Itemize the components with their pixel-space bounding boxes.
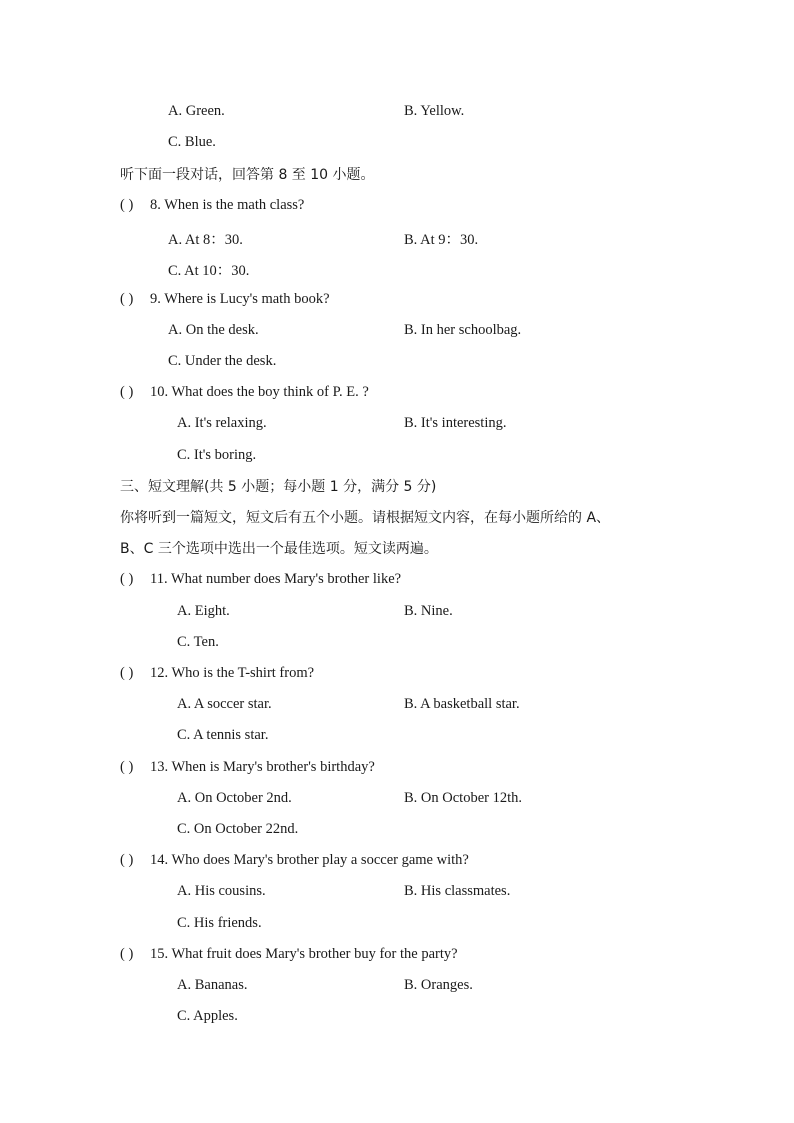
q9-option-c: C. Under the desk. xyxy=(168,353,277,369)
q8-option-b: B. At 9：30. xyxy=(404,232,479,248)
q15-option-a: A. Bananas. xyxy=(177,977,248,993)
q13-option-b: B. On October 12th. xyxy=(404,790,522,806)
q13-option-a: A. On October 2nd. xyxy=(177,790,292,806)
q9-option-b: B. In her schoolbag. xyxy=(404,322,522,338)
q13-option-c: C. On October 22nd. xyxy=(177,821,299,837)
question-11: 11. What number does Mary's brother like? xyxy=(150,571,402,587)
answer-blank-11[interactable]: ( ) xyxy=(120,571,134,587)
q15-option-b: B. Oranges. xyxy=(404,977,473,993)
section3-instruction-line2: B、C 三个选项中选出一个最佳选项。短文读两遍。 xyxy=(120,541,438,557)
section3-instruction-line1: 你将听到一篇短文，短文后有五个小题。请根据短文内容，在每小题所给的 A、 xyxy=(120,510,611,526)
q10-option-b: B. It's interesting. xyxy=(404,415,507,431)
q7-option-b: B. Yellow. xyxy=(404,103,465,119)
answer-blank-12[interactable]: ( ) xyxy=(120,665,134,681)
answer-blank-15[interactable]: ( ) xyxy=(120,946,134,962)
answer-blank-14[interactable]: ( ) xyxy=(120,852,134,868)
section3-heading: 三、短文理解(共 5 小题；每小题 1 分，满分 5 分) xyxy=(120,479,437,495)
question-15: 15. What fruit does Mary's brother buy for the party? xyxy=(150,946,458,962)
question-8: 8. When is the math class? xyxy=(150,197,305,213)
answer-blank-10[interactable]: ( ) xyxy=(120,384,134,400)
question-9: 9. Where is Lucy's math book? xyxy=(150,291,330,307)
answer-blank-8[interactable]: ( ) xyxy=(120,197,134,213)
question-12: 12. Who is the T-shirt from? xyxy=(150,665,315,681)
answer-blank-13[interactable]: ( ) xyxy=(120,759,134,775)
q15-option-c: C. Apples. xyxy=(177,1008,238,1024)
q12-option-c: C. A tennis star. xyxy=(177,727,269,743)
q12-option-b: B. A basketball star. xyxy=(404,696,520,712)
q7-option-c: C. Blue. xyxy=(168,134,216,150)
q9-option-a: A. On the desk. xyxy=(168,322,259,338)
q14-option-b: B. His classmates. xyxy=(404,883,511,899)
q10-option-a: A. It's relaxing. xyxy=(177,415,267,431)
q12-option-a: A. A soccer star. xyxy=(177,696,272,712)
question-13: 13. When is Mary's brother's birthday? xyxy=(150,759,375,775)
instruction-8-10: 听下面一段对话，回答第 8 至 10 小题。 xyxy=(120,167,375,183)
q14-option-c: C. His friends. xyxy=(177,915,262,931)
answer-blank-9[interactable]: ( ) xyxy=(120,291,134,307)
q11-option-c: C. Ten. xyxy=(177,634,219,650)
q8-option-a: A. At 8：30. xyxy=(168,232,243,248)
q10-option-c: C. It's boring. xyxy=(177,447,257,463)
q11-option-a: A. Eight. xyxy=(177,603,230,619)
q14-option-a: A. His cousins. xyxy=(177,883,266,899)
q8-option-c: C. At 10：30. xyxy=(168,263,250,279)
q7-option-a: A. Green. xyxy=(168,103,225,119)
question-14: 14. Who does Mary's brother play a soccer game with? xyxy=(150,852,469,868)
question-10: 10. What does the boy think of P. E. ? xyxy=(150,384,369,400)
q11-option-b: B. Nine. xyxy=(404,603,453,619)
